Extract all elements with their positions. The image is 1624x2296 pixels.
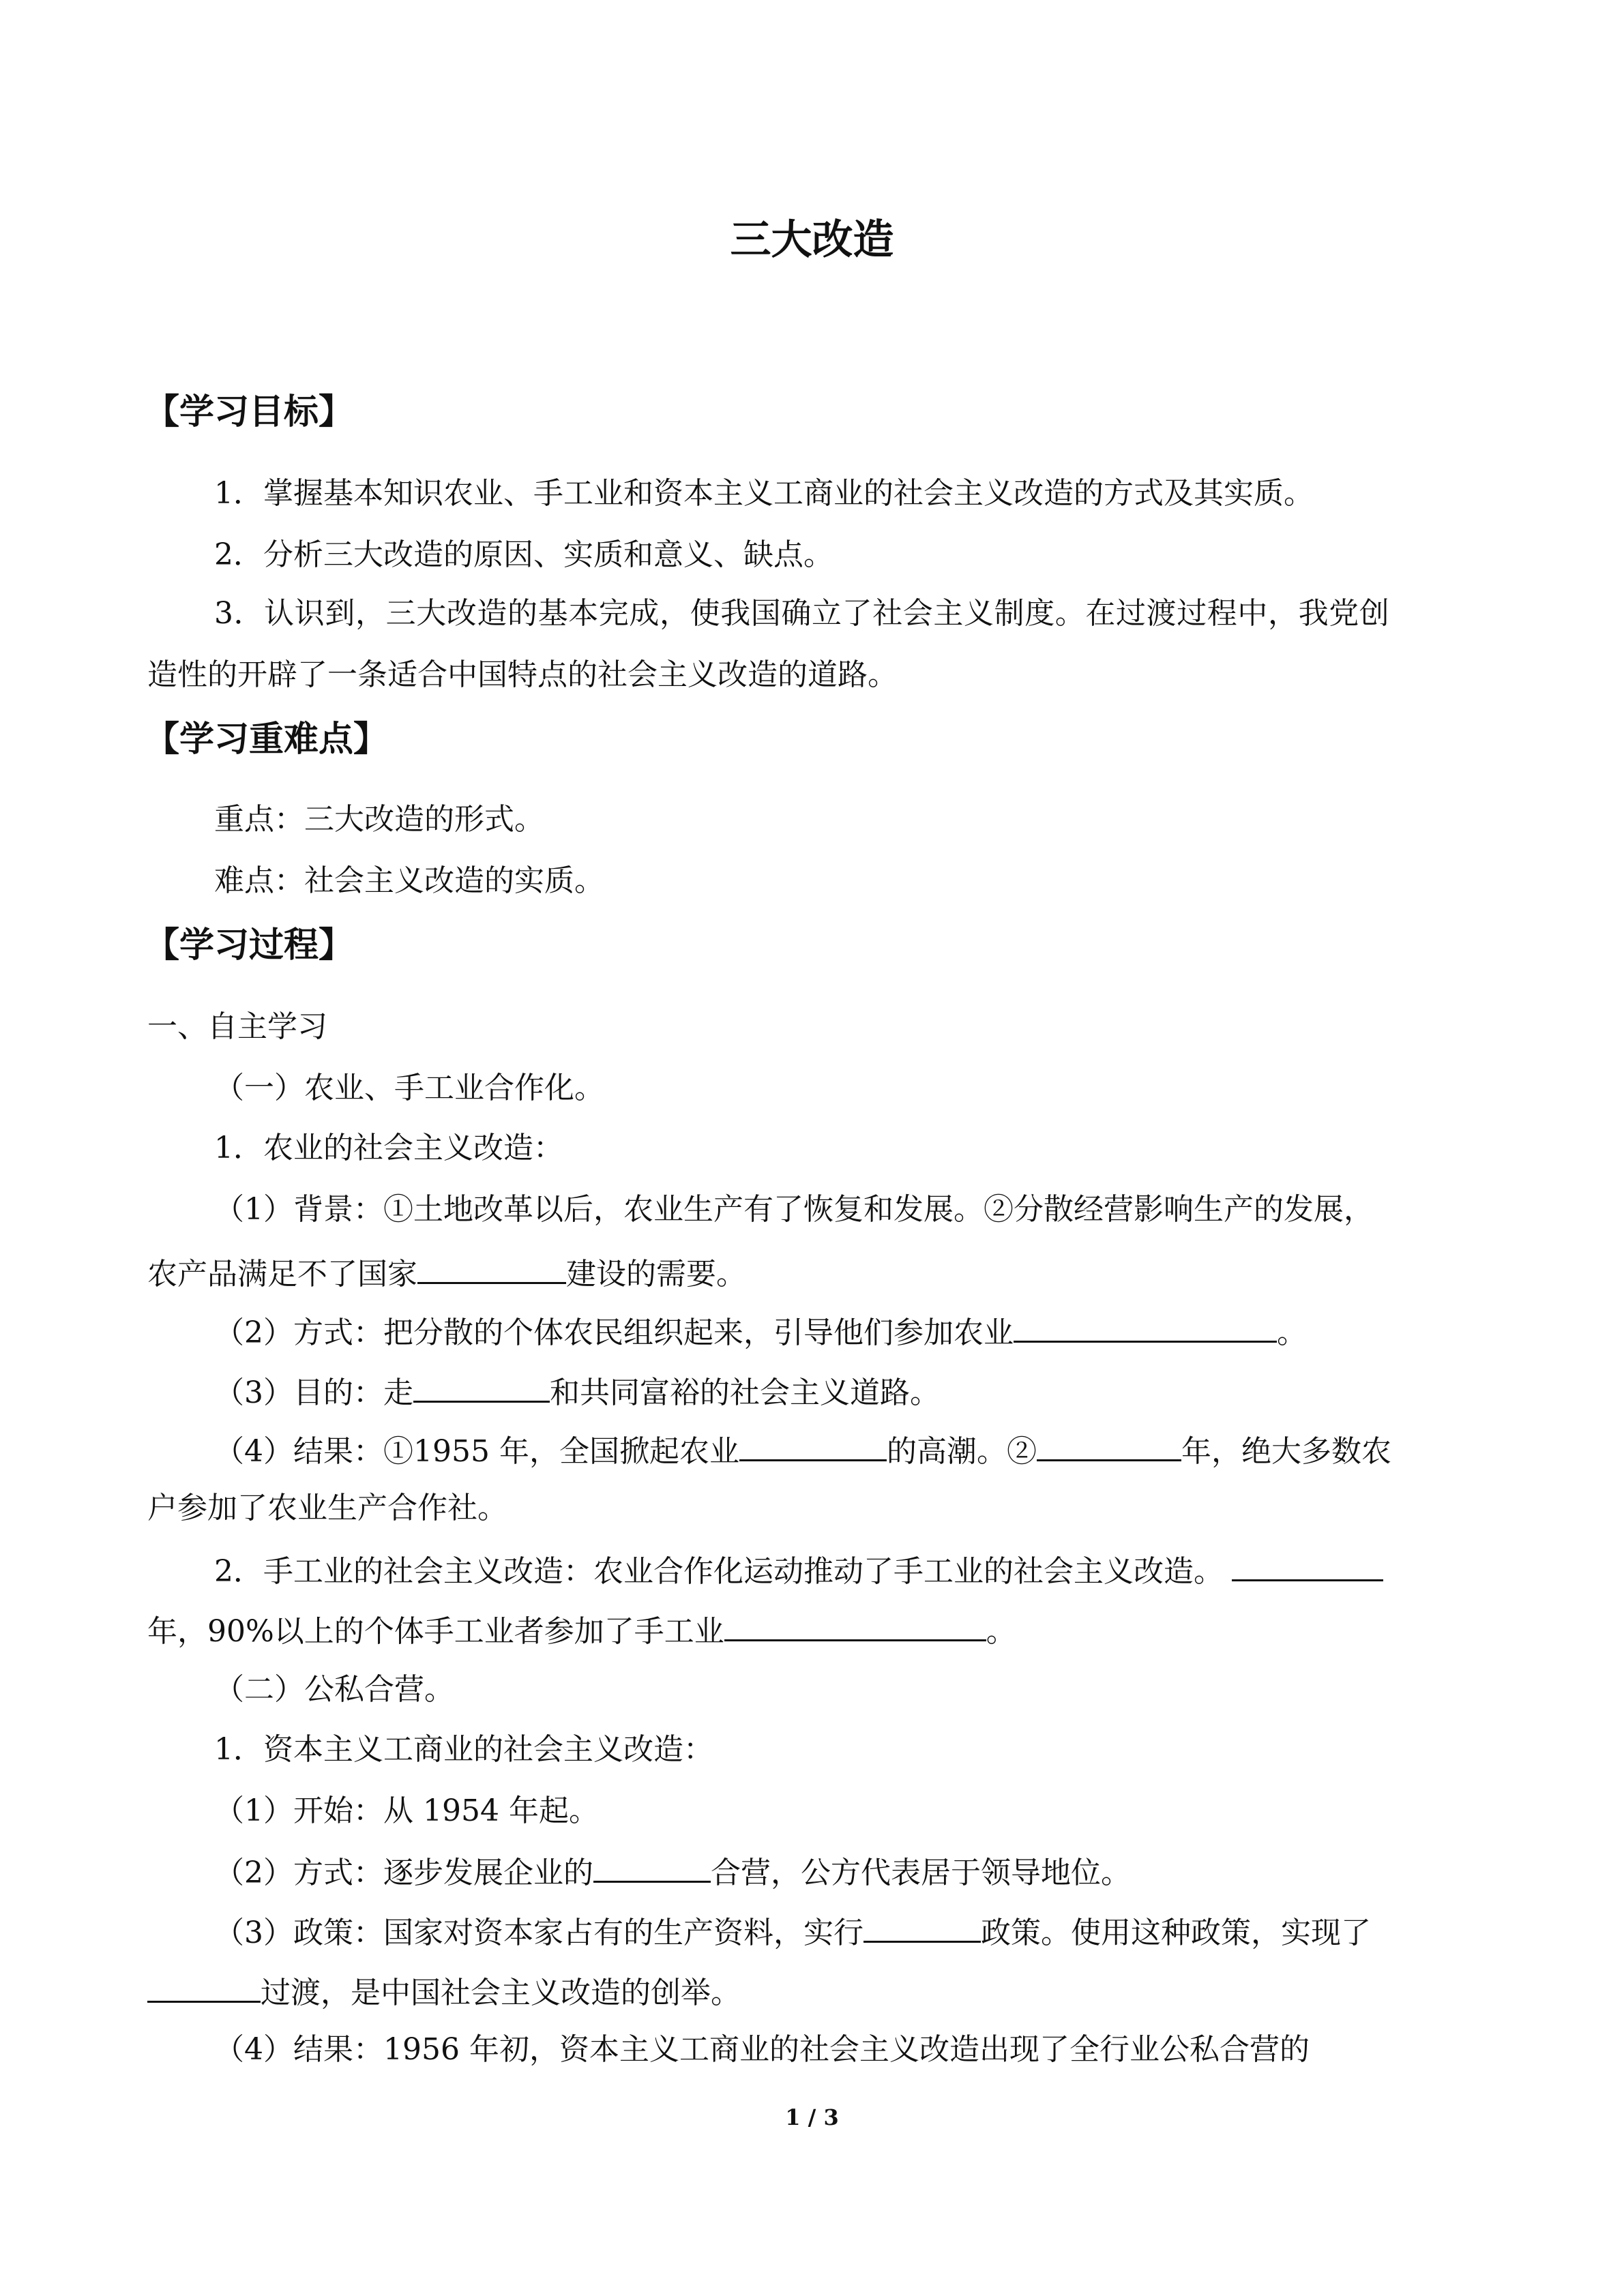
agri-method-text-a: （2）方式：把分散的个体农民组织起来，引导他们参加农业: [214, 1315, 1014, 1350]
agri-result-text-c: 年，绝大多数农: [1181, 1434, 1391, 1469]
fill-blank[interactable]: [417, 1251, 566, 1284]
fill-blank[interactable]: [863, 1909, 981, 1943]
agri-result-line-2: 户参加了农业生产合作社。: [147, 1491, 507, 1525]
capital-policy-line-2: [147, 1969, 741, 2014]
craft-reform-line-1: [214, 1548, 1383, 1592]
capital-method-line: [214, 1849, 1131, 1894]
agri-aim-text-b: 和共同富裕的社会主义道路。: [550, 1375, 940, 1410]
heading-goals: 【学习目标】: [145, 392, 354, 432]
capital-policy-text-c: 过渡，是中国社会主义改造的创举。: [261, 1976, 741, 2010]
fill-blank[interactable]: [413, 1369, 550, 1403]
agri-reform-title: 1．农业的社会主义改造：: [214, 1131, 563, 1165]
fill-blank[interactable]: [739, 1428, 887, 1461]
agri-result-text-a: （4）结果：①1955 年，全国掀起农业: [214, 1434, 739, 1469]
agri-aim-text-a: （3）目的：走: [214, 1375, 413, 1410]
goal-3-line-2: 造性的开辟了一条适合中国特点的社会主义改造的道路。: [147, 657, 898, 692]
craft-reform-text: 2．手工业的社会主义改造：农业合作化运动推动了手工业的社会主义改造。: [214, 1554, 1224, 1589]
subsection-joint-ventures: （二）公私合营。: [214, 1672, 454, 1707]
capital-policy-text-a: （3）政策：国家对资本家占有的生产资料，实行: [214, 1915, 863, 1950]
section-self-study: 一、自主学习: [147, 1009, 327, 1044]
capital-method-text-a: （2）方式：逐步发展企业的: [214, 1855, 593, 1890]
capital-reform-title: 1．资本主义工商业的社会主义改造：: [214, 1732, 713, 1767]
craft-result-text-b: 。: [986, 1614, 1016, 1649]
capital-policy-line-1: [214, 1909, 1371, 1954]
difficulty-point: 难点：社会主义改造的实质。: [214, 863, 604, 898]
capital-result-line: （4）结果：1956 年初，资本主义工商业的社会主义改造出现了全行业公私合营的: [214, 2032, 1310, 2067]
agri-background-text-a: 农产品满足不了国家: [147, 1257, 417, 1292]
capital-start: （1）开始：从 1954 年起。: [214, 1793, 599, 1828]
fill-blank[interactable]: [593, 1849, 711, 1883]
goal-2: 2．分析三大改造的原因、实质和意义、缺点。: [214, 537, 833, 572]
fill-blank[interactable]: [147, 1969, 261, 2003]
fill-blank[interactable]: [1014, 1309, 1277, 1343]
capital-policy-text-b: 政策。使用这种政策，实现了: [981, 1915, 1371, 1950]
focus-point: 重点：三大改造的形式。: [214, 802, 544, 837]
craft-reform-line-2: [147, 1608, 1016, 1652]
page-number: 1 / 3: [785, 2104, 839, 2130]
heading-process: 【学习过程】: [145, 925, 354, 966]
craft-result-text-a: 年，90%以上的个体手工业者参加了手工业: [147, 1614, 724, 1649]
agri-background-text-b: 建设的需要。: [566, 1257, 746, 1292]
agri-aim-line: [214, 1369, 940, 1414]
agri-result-text-b: 的高潮。②: [886, 1434, 1037, 1469]
goal-3-line-1: 3．认识到，三大改造的基本完成，使我国确立了社会主义制度。在过渡过程中，我党创: [214, 596, 1390, 631]
subsection-cooperation: （一）农业、手工业合作化。: [214, 1071, 604, 1105]
goal-1: 1．掌握基本知识农业、手工业和资本主义工商业的社会主义改造的方式及其实质。: [214, 476, 1314, 511]
page-title: 三大改造: [730, 216, 894, 264]
fill-blank[interactable]: [1037, 1428, 1181, 1461]
fill-blank[interactable]: [724, 1608, 986, 1641]
heading-keypoints: 【学习重难点】: [145, 719, 389, 760]
agri-method-text-b: 。: [1277, 1315, 1307, 1350]
fill-blank[interactable]: [1232, 1548, 1383, 1581]
capital-method-text-b: 合营，公方代表居于领导地位。: [711, 1855, 1131, 1890]
agri-background-line-2: [147, 1251, 746, 1295]
agri-background-line-1: （1）背景：①土地改革以后，农业生产有了恢复和发展。②分散经营影响生产的发展，: [214, 1192, 1374, 1227]
agri-method-line: [214, 1309, 1307, 1354]
agri-result-line-1: [214, 1428, 1391, 1472]
